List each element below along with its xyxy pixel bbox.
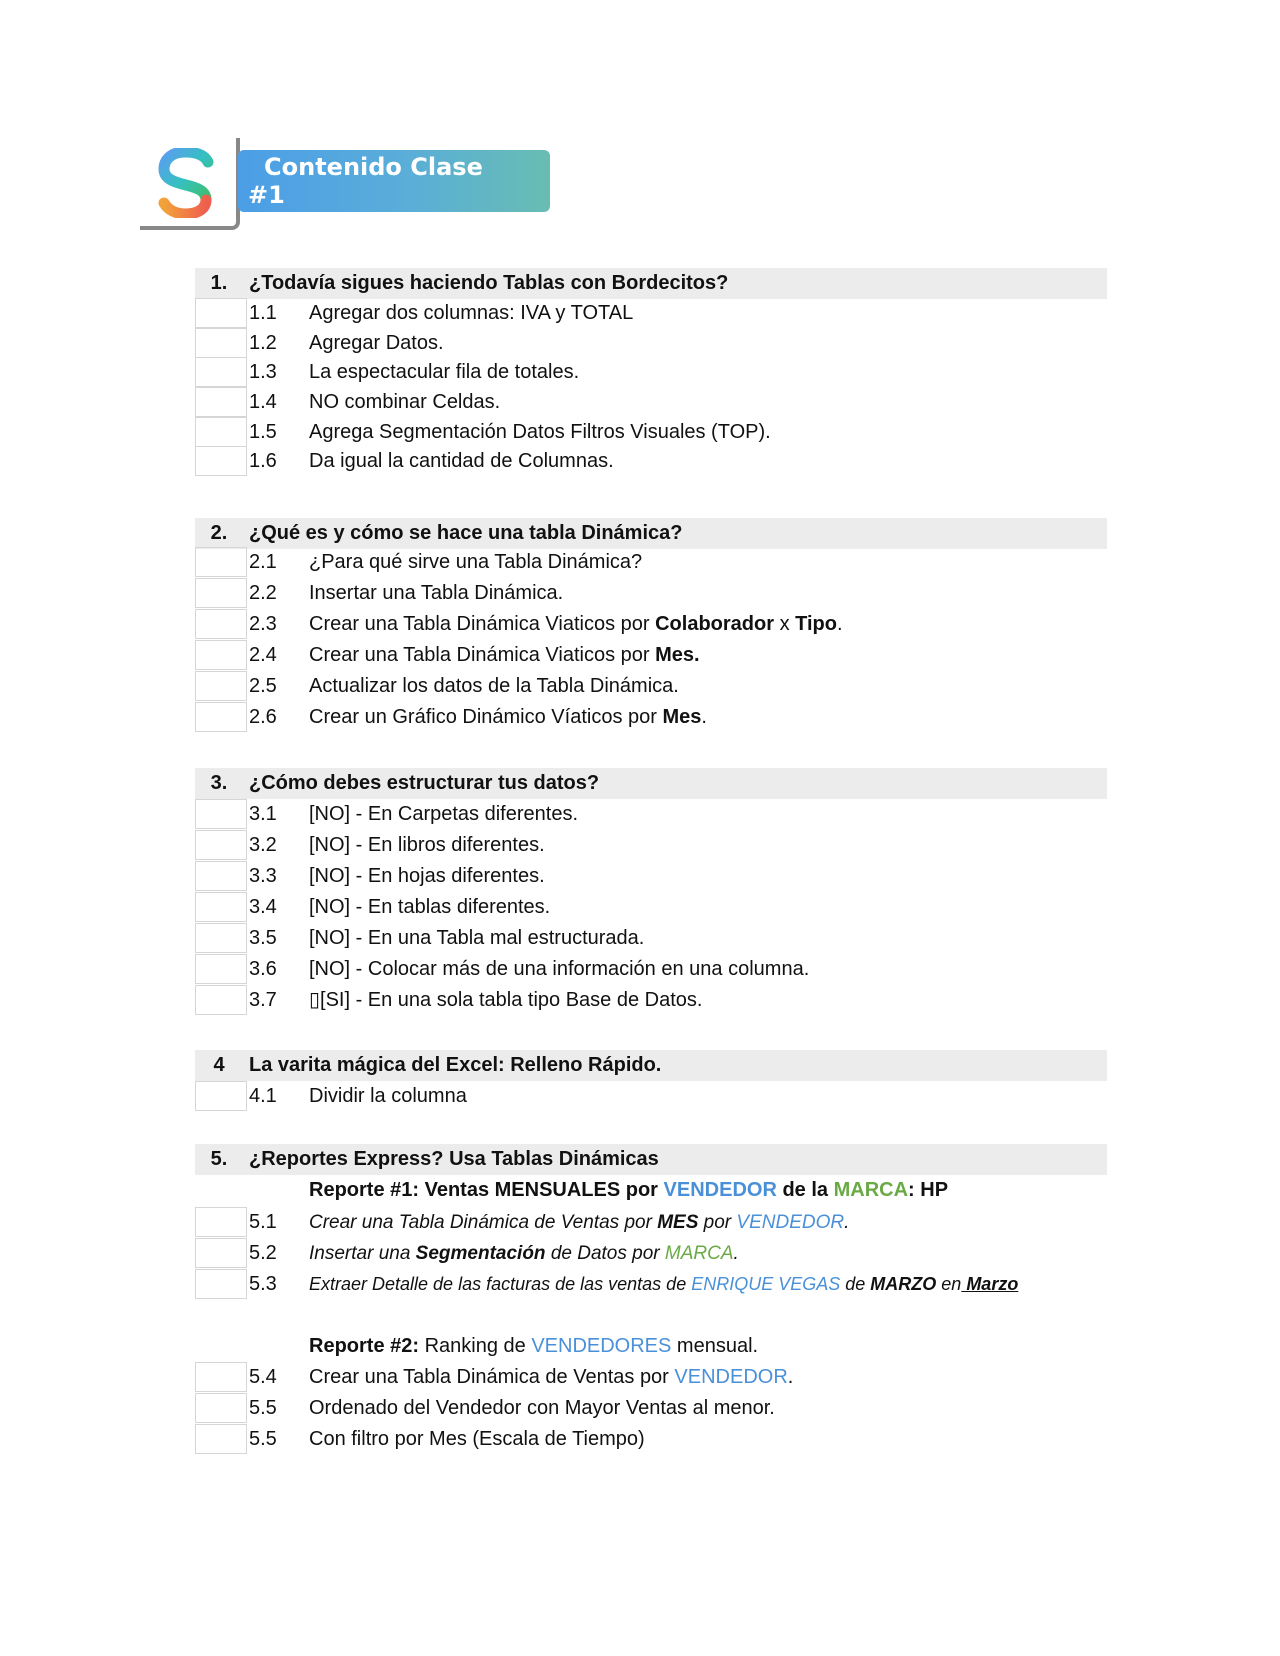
list-item [195,985,1107,1016]
checkbox[interactable] [195,954,247,984]
text-run: Insertar una [309,1243,416,1264]
item-number: 2.3 [249,613,277,635]
text-run: por [698,1212,737,1233]
checkbox[interactable] [195,609,247,639]
item-number: 5.5 [249,1428,277,1450]
checkbox[interactable] [195,446,247,476]
item-number: 4.1 [249,1085,277,1107]
list-item [195,1424,1107,1455]
item-text: [NO] - En tablas diferentes. [309,896,551,918]
report-1-heading [195,1175,1107,1206]
item-text: Agrega Segmentación Datos Filtros Visuales (TOP). [309,421,771,443]
section-title: ¿Qué es y cómo se hace una tabla Dinámica? [249,522,683,544]
item-text: Con filtro por Mes (Escala de Tiempo) [309,1428,645,1450]
item-text: [NO] - En hojas diferentes. [309,865,545,887]
list-item [195,387,1107,418]
list-item [195,861,1107,892]
item-text [309,1238,739,1269]
report-label: Reporte #1: [309,1179,420,1201]
item-number: 5.2 [249,1242,277,1264]
item-text: [NO] - En libros diferentes. [309,834,545,856]
item-number: 1.3 [249,361,277,383]
logo-s-icon [156,148,216,218]
checkbox[interactable] [195,298,247,328]
text-run: . [733,1243,739,1264]
checkbox[interactable] [195,892,247,922]
list-item [195,547,1107,578]
list-item [195,892,1107,923]
checkbox[interactable] [195,640,247,670]
text-run: Ranking de [419,1335,532,1357]
list-item [195,578,1107,609]
bold-run: Ventas MENSUALES por [419,1179,664,1201]
item-number: 2.6 [249,706,277,728]
list-item [195,298,1107,329]
item-text: ▯[SI] - En una sola tabla tipo Base de Datos. [309,989,703,1011]
item-text: [NO] - En una Tabla mal estructurada. [309,927,645,949]
checkbox[interactable] [195,1393,247,1423]
section-number: 3. [210,772,228,794]
checkbox[interactable] [195,830,247,860]
item-text: NO combinar Celdas. [309,391,501,413]
list-item [195,1362,1107,1393]
list-item [195,609,1107,640]
bold-run: Mes [662,706,702,728]
blue-bold-run: VENDEDOR [663,1179,777,1201]
section-number: 1. [210,272,228,294]
item-number: 3.2 [249,834,277,856]
title-line-2: #1 [248,181,285,209]
section-header [195,268,1107,299]
list-item [195,1207,1107,1238]
item-text: Agregar dos columnas: IVA y TOTAL [309,302,634,324]
bold-run: MARZO [870,1274,937,1294]
list-item [195,1081,1107,1112]
item-text: [NO] - Colocar más de una información en una columna. [309,958,810,980]
item-number: 3.5 [249,927,277,949]
text-run: Extraer Detalle de las facturas de las ventas de [309,1274,692,1294]
checkbox[interactable] [195,417,247,447]
item-text [309,1269,1018,1300]
text-run: . [787,1366,794,1388]
list-item [195,954,1107,985]
item-number: 1.1 [249,302,277,324]
text-run: mensual. [671,1335,759,1357]
item-number: 5.4 [249,1366,277,1388]
item-text [309,702,707,733]
logo [140,138,242,230]
blue-run: VENDEDOR [736,1212,845,1233]
item-number: 3.6 [249,958,277,980]
report-label: Reporte #2: [309,1335,420,1357]
bold-run: Tipo [795,613,837,635]
list-item [195,640,1107,671]
list-item [195,671,1107,702]
item-text [309,609,843,640]
text-run: . [844,1212,850,1233]
text-run: Crear una Tabla Dinámica de Ventas por [309,1366,675,1388]
item-number: 3.4 [249,896,277,918]
checkbox[interactable] [195,547,247,577]
report-2-heading [195,1331,1107,1362]
section-number: 4 [213,1054,225,1076]
item-number: 3.7 [249,989,277,1011]
text-run: de Datos por [545,1243,665,1264]
list-item [195,1238,1107,1269]
checkbox[interactable] [195,861,247,891]
checkbox[interactable] [195,1207,247,1237]
text-run: Crear un Gráfico Dinámico Víaticos por [309,706,663,728]
title-banner [238,150,550,212]
item-text [309,640,700,671]
section-header [195,768,1107,799]
bold-run: Segmentación [415,1243,546,1264]
checkbox[interactable] [195,671,247,701]
checkbox[interactable] [195,1269,247,1299]
item-number: 3.1 [249,803,277,825]
list-item [195,328,1107,359]
item-number: 2.1 [249,551,277,573]
item-number: 2.2 [249,582,277,604]
checkbox[interactable] [195,578,247,608]
section-number: 2. [210,522,228,544]
checkbox[interactable] [195,1362,247,1392]
checkbox[interactable] [195,1081,247,1111]
section-header [195,1144,1107,1175]
report-1-text [309,1175,948,1206]
report-2-text [309,1331,758,1362]
list-item [195,357,1107,388]
section-title: ¿Todavía sigues haciendo Tablas con Bordecitos? [249,272,729,294]
text-run: Crear una Tabla Dinámica de Ventas por [309,1212,658,1233]
title-line-1: Contenido Clase [264,153,483,181]
list-item [195,923,1107,954]
checkbox[interactable] [195,702,247,732]
item-text: Actualizar los datos de la Tabla Dinámica. [309,675,679,697]
item-text: Agregar Datos. [309,332,444,354]
green-bold-run: MARCA [833,1179,909,1201]
item-number: 5.5 [249,1397,277,1419]
section-title: La varita mágica del Excel: Relleno Rápido. [249,1054,662,1076]
item-number: 1.2 [249,332,277,354]
item-text [309,1207,849,1238]
section-title: ¿Cómo debes estructurar tus datos? [249,772,600,794]
item-text: Insertar una Tabla Dinámica. [309,582,564,604]
list-item [195,1269,1107,1300]
bold-run: de la [776,1179,834,1201]
item-number: 2.5 [249,675,277,697]
item-text: Da igual la cantidad de Columnas. [309,450,614,472]
item-text: Ordenado del Vendedor con Mayor Ventas al menor. [309,1397,775,1419]
item-number: 5.1 [249,1211,277,1233]
section-header [195,518,1107,549]
item-text: La espectacular fila de totales. [309,361,580,383]
checkbox[interactable] [195,799,247,829]
item-text: Dividir la columna [309,1085,467,1107]
bold-run: Mes. [655,644,700,666]
checkbox[interactable] [195,387,247,417]
item-text [309,1362,793,1393]
bold-run: Colaborador [655,613,775,635]
blue-run: VENDEDOR [674,1366,788,1388]
checkbox[interactable] [195,1424,247,1454]
checkbox[interactable] [195,923,247,953]
text-run: Crear una Tabla Dinámica Viaticos por [309,613,656,635]
blue-run: VENDEDORES [531,1335,672,1357]
list-item [195,702,1107,733]
text-run: de [840,1274,871,1294]
checkbox[interactable] [195,1238,247,1268]
item-number: 1.5 [249,421,277,443]
item-number: 1.6 [249,450,277,472]
list-item [195,830,1107,861]
section-number: 5. [210,1148,228,1170]
blue-run: ENRIQUE VEGAS [691,1274,841,1294]
list-item [195,799,1107,830]
text-run: Crear una Tabla Dinámica Viaticos por [309,644,656,666]
checkbox[interactable] [195,357,247,387]
underlined-run: Marzo [961,1274,1019,1294]
text-run: x [774,613,796,635]
item-text: ¿Para qué sirve una Tabla Dinámica? [309,551,643,573]
bold-run: : HP [908,1179,949,1201]
item-text: [NO] - En Carpetas diferentes. [309,803,579,825]
section-title: ¿Reportes Express? Usa Tablas Dinámicas [249,1148,659,1170]
checkbox[interactable] [195,985,247,1015]
list-item [195,417,1107,448]
item-number: 2.4 [249,644,277,666]
list-item [195,446,1107,477]
item-number: 5.3 [249,1273,277,1295]
green-run: MARCA [664,1243,734,1264]
text-run: . [701,706,707,728]
item-number: 3.3 [249,865,277,887]
section-header [195,1050,1107,1081]
checkbox[interactable] [195,328,247,358]
bold-run: MES [657,1212,699,1233]
item-number: 1.4 [249,391,277,413]
list-item [195,1393,1107,1424]
text-run: en [936,1274,962,1294]
text-run: . [837,613,843,635]
